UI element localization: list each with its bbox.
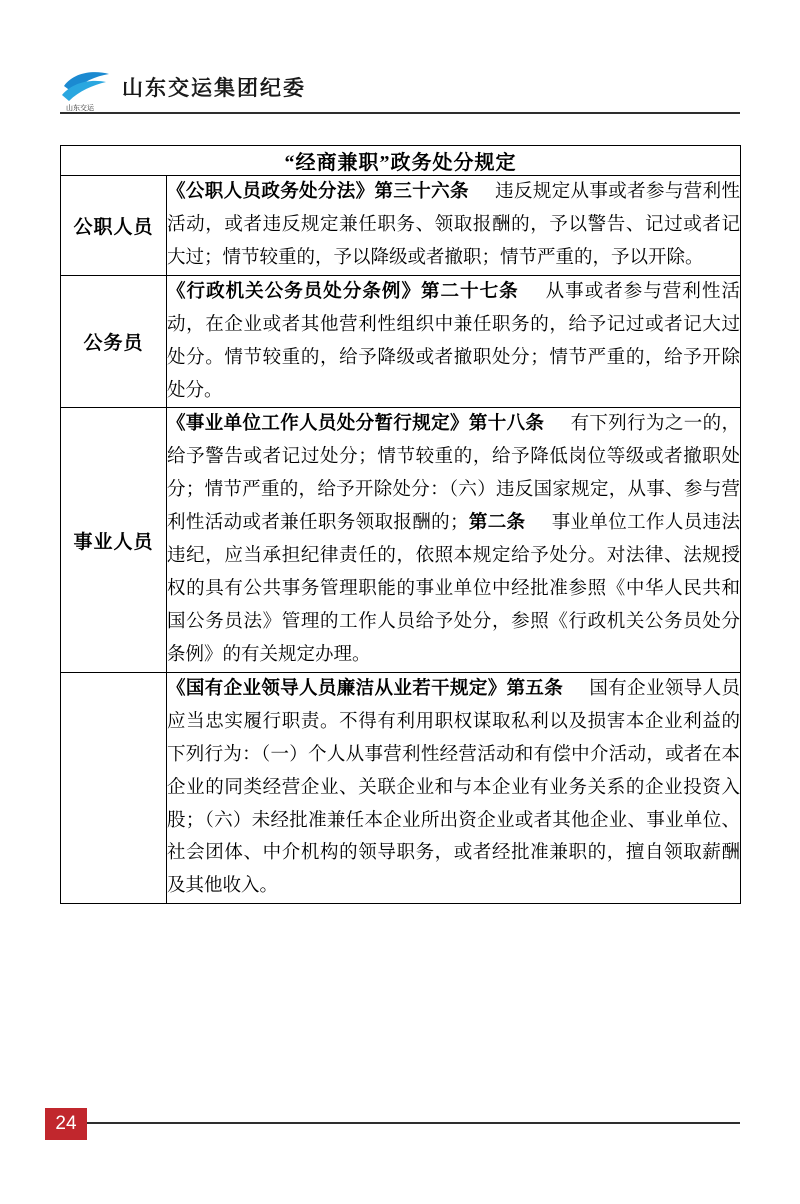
svg-text:山东交运: 山东交运 [66, 105, 94, 112]
row-content-gongwuyuan [167, 275, 741, 408]
table-row [61, 408, 741, 672]
table-row [61, 672, 741, 903]
law-citation: 《公职人员政务处分法》第三十六条 [167, 182, 469, 202]
table-row [61, 275, 741, 408]
row-content-guoqi [167, 672, 741, 903]
regulation-table [60, 145, 741, 904]
row-content-shiye [167, 408, 741, 672]
law-text: 有下列行为之一的，给予警告或者记过处分；情节较重的，给予降低岗位等级或者撤职处分；情节严重的，给予开除处分：（六）违反国家规定，从事、参与营利性活动或者兼任职务领取报酬的； [167, 414, 740, 534]
row-label-empty [61, 672, 167, 903]
table-title-row [61, 146, 741, 176]
organization-name: 山东交运集团纪委 [122, 76, 306, 100]
row-content-gongzhi [167, 176, 741, 276]
row-label-shiye: 事业人员 [61, 408, 167, 672]
page-number-badge: 24 [45, 1108, 87, 1140]
row-label-gongzhi: 公职人员 [61, 176, 167, 276]
law-text: 违反规定从事或者参与营利性活动，或者违反规定兼任职务、领取报酬的，予以警告、记过或者记大过；情节较重的，予以降级或者撤职；情节严重的，予以开除。 [167, 182, 740, 268]
law-text-secondary: 事业单位工作人员违法违纪，应当承担纪律责任的，依照本规定给予处分。对法律、法规授权的具有公共事务管理职能的事业单位中经批准参照《中华人民共和国公务员法》管理的工作人员给予处分，参照《行政机关公务员处分条例》的有关规定办理。 [167, 513, 740, 665]
law-text: 国有企业领导人员应当忠实履行职责。不得有利用职权谋取私利以及损害本企业利益的下列行为：（一）个人从事营利性经营活动和有偿中介活动，或者在本企业的同类经营企业、关联企业和与本企业有业务关系的企业投资入股；（六）未经批准兼任本企业所出资企业或者其他企业、事业单位、社会团体、中介机构的领导职务，或者经批准兼职的，擅自领取薪酬及其他收入。 [167, 678, 740, 897]
law-citation: 《事业单位工作人员处分暂行规定》第十八条 [167, 414, 545, 435]
law-citation: 《行政机关公务员处分条例》第二十七条 [167, 281, 519, 302]
law-citation-secondary: 第二条 [468, 513, 526, 534]
footer-divider [60, 1122, 740, 1124]
table-title: “经商兼职”政务处分规定 [61, 146, 741, 176]
table-row [61, 176, 741, 276]
header-divider [60, 112, 740, 114]
row-label-gongwuyuan: 公务员 [61, 275, 167, 408]
swoosh-logo-icon [60, 68, 112, 112]
law-citation: 《国有企业领导人员廉洁从业若干规定》第五条 [167, 678, 564, 699]
page-header [60, 62, 740, 118]
law-text: 从事或者参与营利性活动，在企业或者其他营利性组织中兼任职务的，给予记过或者记大过处分。情节较重的，给予降级或者撤职处分；情节严重的，给予开除处分。 [167, 281, 740, 401]
